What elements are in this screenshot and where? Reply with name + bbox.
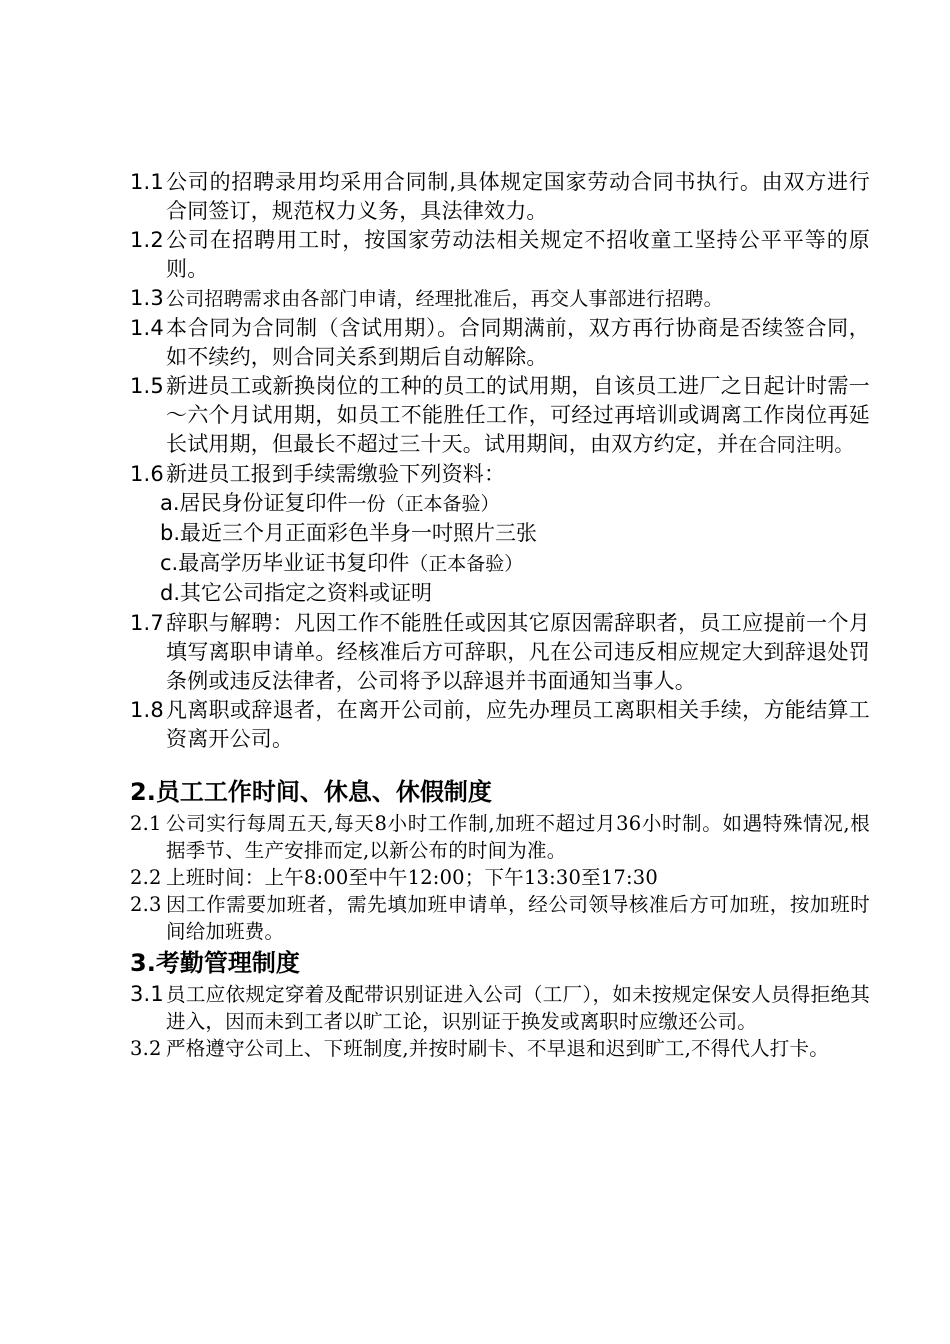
clause-text: 上班时间：上午8:00至中午12:00；下午13:30至17:30 <box>166 866 658 889</box>
section-heading-2 <box>130 776 870 808</box>
clause-1-7 <box>130 609 870 696</box>
clause-number: 2.2 <box>130 866 162 889</box>
doc-item-text: a.居民身份证复印件 <box>160 491 348 515</box>
clause-number: 1.4 <box>130 316 164 340</box>
doc-item-note: （正本备验） <box>409 553 524 575</box>
clause-number: 1.5 <box>130 374 164 398</box>
clause-1-8 <box>130 696 870 754</box>
clause-number: 1.8 <box>130 698 164 722</box>
doc-item-c <box>130 549 870 579</box>
section-number: 2. <box>130 778 156 806</box>
doc-item-note: 一份（正本备验） <box>347 493 500 515</box>
clause-text: 新进员工或新换岗位的工种的员工的试用期，自该员工进厂之日起计时需一～六个月试用期，如员工不能胜任工作，可经过再培训或调离工作岗位再延长试用期，但最长不超过三十天。试用期间，由双方约定，并 <box>166 374 870 456</box>
clause-number: 3.1 <box>130 982 164 1006</box>
clause-text: 凡离职或辞退者，在离开公司前，应先办理员工离职相关手续，方能结算工资离开公司。 <box>166 698 870 751</box>
clause-3-2 <box>130 1035 870 1062</box>
clause-number: 1.7 <box>130 611 164 635</box>
clause-2-1 <box>130 810 870 864</box>
section-title: 员工工作时间、休息、休假制度 <box>155 778 492 806</box>
doc-item-b <box>130 519 870 549</box>
clause-2-2 <box>130 864 870 891</box>
clause-number: 1.6 <box>130 462 164 486</box>
clause-1-5 <box>130 372 870 460</box>
clause-text: 员工应依规定穿着及配带识别证进入公司（工厂），如未按规定保安人员得拒绝其进入，因而未到工者以旷工论，识别证于换发或离职时应缴还公司。 <box>166 983 870 1033</box>
doc-item-a <box>130 489 870 519</box>
clause-text: 辞职与解聘：凡因工作不能胜任或因其它原因需辞职者，员工应提前一个月填写离职申请单。经核准后方可辞职，凡在公司违反相应规定大到辞退处罚条例或违反法律者，公司将予以辞退并书面通知当事人。 <box>166 611 870 693</box>
clause-number: 2.1 <box>130 812 162 835</box>
doc-item-text: b.最近三个月正面彩色半身一吋照片三张 <box>160 521 538 545</box>
clause-text: 公司招聘需求由各部门申请，经理批准后，再交人事部进行招聘。 <box>166 288 723 310</box>
clause-2-3 <box>130 891 870 945</box>
doc-item-text: c.最高学历毕业证书复印件 <box>160 551 410 575</box>
clause-text: 严格遵守公司上、下班制度,并按时刷卡、不早退和迟到旷工,不得代人打卡。 <box>166 1037 829 1060</box>
clause-text: 新进员工报到手续需缴验下列资料： <box>166 462 506 486</box>
clause-1-6 <box>130 460 870 489</box>
clause-1-4 <box>130 314 870 372</box>
clause-text: 公司实行每周五天,每天8小时工作制,加班不超过月36小时制。如遇特殊情况,根据季节、生产安排而定,以新公布的时间为准。 <box>166 812 870 862</box>
clause-text: 本合同为合同制（含试用期）。合同期满前，双方再行协商是否续签合同，如不续约，则合同关系到期后自动解除。 <box>166 316 870 369</box>
clause-number: 1.3 <box>130 286 164 310</box>
section-title: 考勤管理制度 <box>155 949 300 977</box>
clause-number: 3.2 <box>130 1037 162 1060</box>
clause-number: 1.1 <box>130 170 164 194</box>
document-body <box>130 168 870 1062</box>
section-heading-3 <box>130 947 870 979</box>
doc-item-d <box>130 579 870 609</box>
clause-number: 1.2 <box>130 228 164 252</box>
clause-1-3 <box>130 284 870 314</box>
clause-number: 2.3 <box>130 893 162 916</box>
clause-text: 因工作需要加班者，需先填加班申请单，经公司领导核准后方可加班，按加班时间给加班费。 <box>166 893 870 943</box>
clause-1-1 <box>130 168 870 226</box>
clause-3-1 <box>130 981 870 1035</box>
section-number: 3. <box>130 949 156 977</box>
clause-1-2 <box>130 226 870 284</box>
clause-text: 公司的招聘录用均采用合同制,具体规定国家劳动合同书执行。由双方进行合同签订，规范权力义务，具法律效力。 <box>166 170 870 223</box>
clause-text-tail: 在合同注明。 <box>738 434 854 456</box>
clause-text: 公司在招聘用工时，按国家劳动法相关规定不招收童工坚持公平平等的原则。 <box>166 228 870 281</box>
doc-item-text: d.其它公司指定之资料或证明 <box>160 581 433 605</box>
